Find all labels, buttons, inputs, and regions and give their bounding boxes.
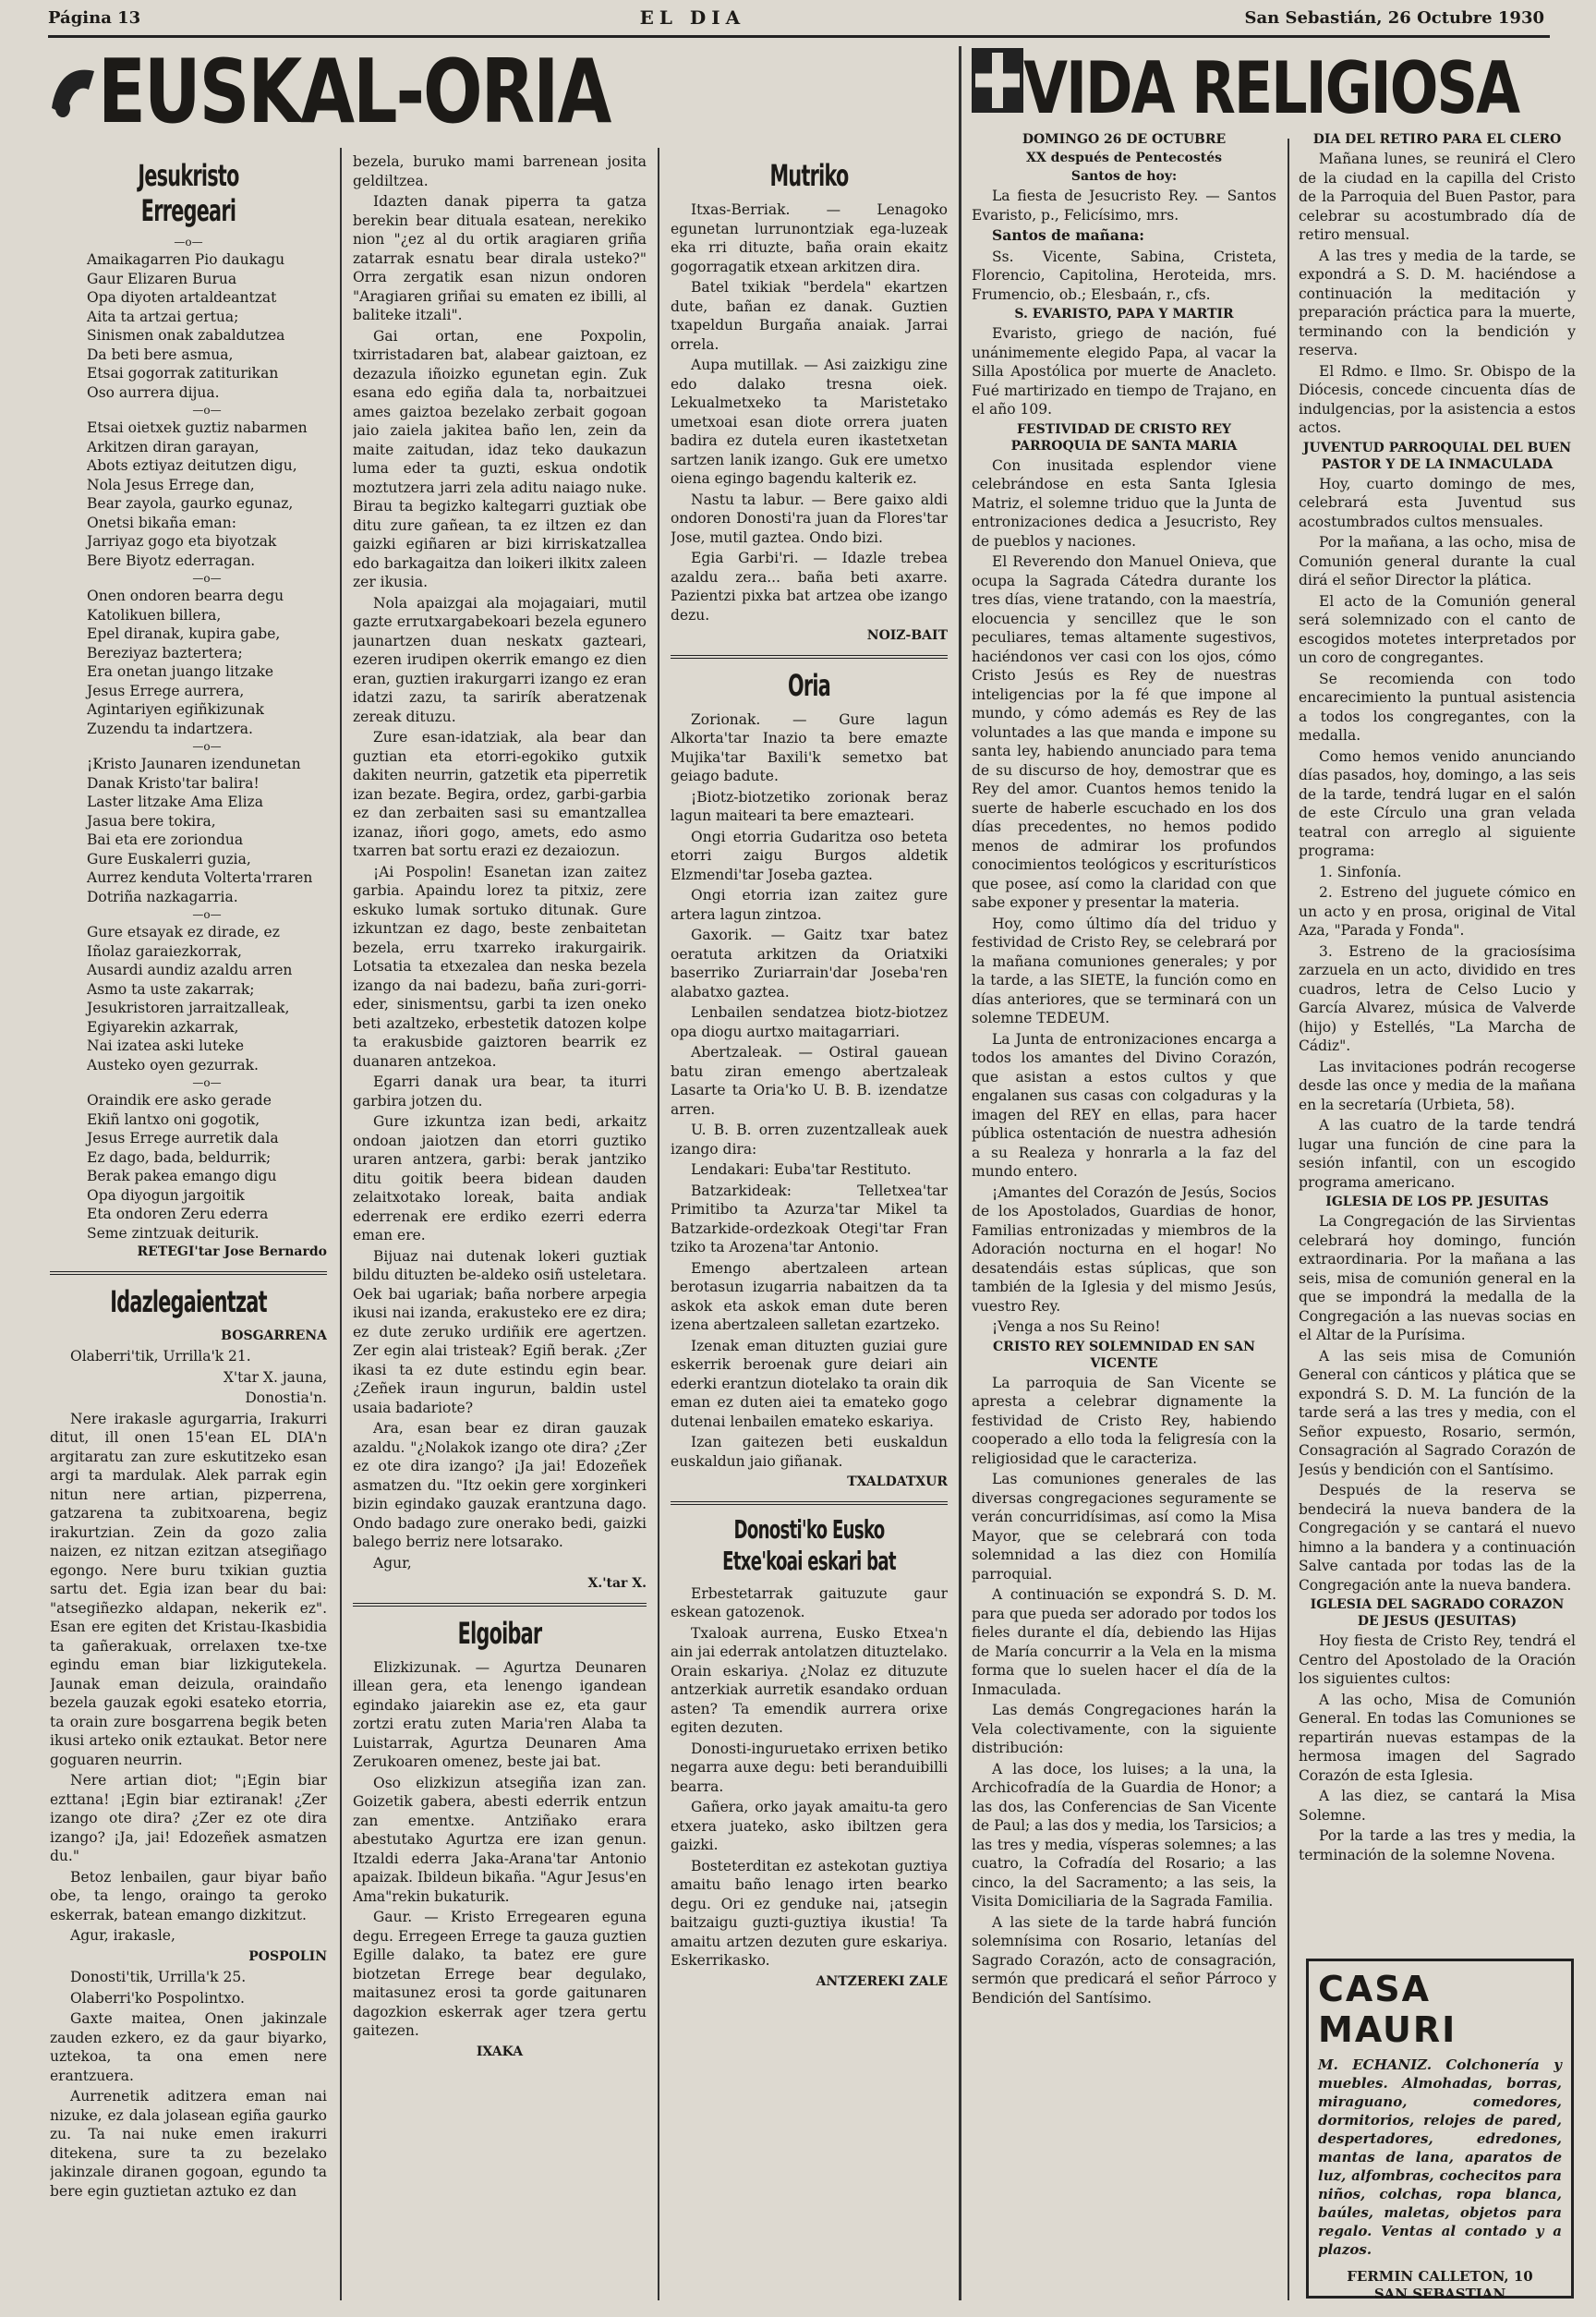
column-5 [1299,131,1576,1868]
paragraph: A las tres y media de la tarde, se expondrá a S. D. M. haciéndose a continuación la meditación y preparación práctica para la muerte, terminando con la bendición y reserva. [1299,247,1576,358]
paragraph: ¡Ai Pospolin! Esanetan izan zaitez garbia. Apaindu lorez ta pitxiz, zere eskuko lumak sortuko ditunak. Gure izkuntzan ez dago, beste zenbaitetan bezela, erru txarreko irakurgairik. Lotsatia ta etxezalea dan neska bezela izango da nai badezu, baña zuri-gorri-eder, sinismentsu, garbi ta izen oneko beti azaltzeko, erbestetik datozen kolpe ta erakusbide gaiztoren bearrik ez duanaren antzekoa. [353,863,647,1070]
paragraph: Oso elizkizun atsegiña izan zan. Goizetik gabera, abesti ederrik entzun zan ementxe. Antziñako erara abestutako Agurtza ere izan genun. Itzaldi ederra Jaka-Arana'tar Antonio apaizak. Ibildeun bikaña. "Agur Jesus'en Ama"rekin bukaturik. [353,1774,647,1905]
poem-line: Amaikagarren Pio daukagu [87,251,285,268]
poem-line: Jarriyaz gogo eta biyotzak [87,533,277,550]
letter-head: Olaberri'ko Pospolintxo. [70,1989,245,2007]
poem-line: Bear zayola, gaurko egunaz, [87,495,294,512]
paragraph: Egarri danak ura bear, ta iturri garbira jotzen du. [353,1074,647,1110]
poem-line: Ez dago, bada, beldurrik; [87,1148,272,1166]
article-signature: RETEGI'tar Jose Bernardo [137,1244,327,1259]
section-heading: JUVENTUD PARROQUIAL DEL BUEN PASTOR Y DE LA INMACULADA [1302,440,1572,472]
poem-line: Gaur Elizaren Burua [87,270,237,287]
article-signature: IXAKA [476,2044,524,2059]
casa-mauri-advertisement [1306,1959,1574,2302]
article-title: Oria [787,667,831,703]
paragraph: Izan gaitezen beti euskaldun euskaldun jaio giñanak. [671,1434,948,1470]
poem-line: Jesus Errege aurretik dala [87,1130,279,1146]
paragraph: A las diez, se cantará la Misa Solemne. [1299,1788,1576,1824]
poem-line: Jasua bere tokira, [87,812,216,830]
paragraph: Las comuniones generales de las diversas congregaciones seguramente se verán concurridísimas, así como la Misa Mayor, que se celebrará con toda solemnidad a las diez con Homilía parroquial. [972,1471,1276,1583]
poem-line: Agintariyen egiñkizunak [87,701,264,718]
paragraph: Gure izkuntza izan bedi, arkaitz ondoan jaiotzen dan etorri guztiko uraren antzera, garbi: berak jantziko ditu goitik beera bidean dauden zelaitxotako loreak, baita andiak ederrenak ere erdiko ezerri ederra eman ere. [353,1113,647,1243]
poem-line: Austeko oyen gezurrak. [87,1056,259,1074]
top-rule [48,35,1550,38]
paragraph: Como hemos venido anunciando días pasados, hoy, domingo, a las seis de la tarde, tendrá lugar en el salón de este Círculo una gran velada teatral con arreglo al siguiente programa: [1299,747,1576,859]
paragraph: Gañera, orko jayak amaitu-ta gero etxera juateko, asko ibiltzen gera gaizki. [671,1799,948,1853]
paragraph: Batzarkideak: Telletxea'tar Primitibo ta Azurza'tar Mikel ta Batzarkide-ordezkoak Otegi'tar Fran tziko ta Arozena'tar Antonio. [671,1182,948,1256]
poem-line: Bereziyaz baztertera; [87,644,243,661]
poem-line: Oraindik ere asko gerade [87,1092,272,1109]
poem-line: Abots eztiyaz deitutzen digu, [87,457,297,474]
paragraph: Lenbailen sendatzea biotz-biotzez opa diogu aurtxo maitagarriari. [671,1004,948,1040]
paragraph: El Rdmo. e Ilmo. Sr. Obispo de la Diócesis, concede cincuenta días de indulgencias, por la asistencia a estos actos. [1299,362,1576,436]
paragraph: Gai ortan, ene Poxpolin, txirristadaren bat, alabear gaiztoan, ez dezazula iñoizko egunetan egin. Zuk esana edo egiña dala ta, norbaitzuei ames gaiztoa bezelako zerbait gogoan jaio zaiela jakitea baño len, zein da maite zaitudan, idaz teko daukazun luma eder ta guzti, eskua ondotik moztutzera jarri zela aditu naiago nuke. Birau ta begizko kaltegarri guztiak obe ditu zure gañean, ta ez iltzen ez dan gaizki egiñaren ar bizi kirriskatzallea edo barkagaitza dan loikeri ilkitx zaleen zer ikusia. [353,327,647,590]
paragraph: El acto de la Comunión general será solemnizado con el canto de escogidos motetes interpretados por un coro de congregantes. [1299,592,1576,666]
euskal-oria-banner: EUSKAL-ORIA [48,48,610,136]
program-item: 1. Sinfonía. [1319,863,1402,880]
ad-address: FERMIN CALLETON, 10 SAN SEBASTIAN [1347,2268,1533,2302]
poem-line: Iñolaz garaiezkorrak, [87,942,242,960]
letter-head: Donosti'tik, Urrilla'k 25. [70,1969,247,1985]
paragraph: Izenak eman dituzten guziai gure eskerrik beroenak gure deiari ain ederki erantzun diotelako ta orain dik eman ez duten aiei ta emateko gogo dutenai lenbailen emateko eskariya. [671,1337,948,1430]
paragraph: Zorionak. — Gure lagun Alkorta'tar Inazio ta bere emazte Mujika'tar Baxili'k semetxo bat geiago badute. [671,710,948,784]
paragraph: U. B. B. orren zuzentzalleak auek izango dira: [671,1122,948,1158]
paragraph: Hoy, cuarto domingo de mes, celebrará esta Juventud sus acostumbrados cultos mensuales. [1299,475,1576,530]
paragraph: ¡Venga a nos Su Reino! [992,1318,1161,1335]
paragraph: Por la tarde a las tres y media, la terminación de la solemne Novena. [1299,1827,1576,1863]
column-3 [671,152,948,2300]
article-title: Mutriko [769,158,849,193]
article-signature: X.'tar X. [587,1576,647,1591]
poem-line: Aurrez kenduta Volterta'rraren [87,869,313,886]
ad-title: CASA MAURI [1318,1969,1457,2050]
paragraph: Gaur. — Kristo Erregearen eguna degu. Erregeen Errege ta gauza guztien Egille dalako, ta batez ere gure biotzetan Errege bear degulako, maitasunez erosi ta gorde gaitunaren dagozkion eskerrak ager tzera gertu gaitezen. [353,1909,647,2039]
paragraph: bezela, buruko mami barrenean josita geldiltzea. [353,153,647,189]
poem-line: Asmo ta uste zakarrak; [87,980,255,998]
paragraph: Idazten danak piperra ta gatza berekin bear dituala esatean, nerekiko nion "¿ez al du ortik aragiaren griña zatarrak esnatu bear dirala usteko?" Orra zergatik esan nizun ondoren "Aragiaren griñai su ematen ez ibilli, al baliteke itzali". [353,193,647,323]
poem-line: Oso aurrera dijua. [87,383,220,401]
article-signature: ANTZEREKI ZALE [816,1973,948,1989]
column-rule [340,148,342,2300]
poem: Amaikagarren Pio daukagu Gaur Elizaren Burua Opa diyoten artaldeantzat Aita ta artzai gertua; Sinismen onak zabaldutzea Da beti bere asmua, Etsai gogorrak zatiturikan Oso aurrera dijua. —o— Etsai oietxek guztiz nabarmen Arkitzen diran garayan, Abots eztiyaz deitutzen digu, Nola Jesus Errege dan, Bear zayola, gaurko egunaz, Onetsi bikaña eman: Jarriyaz gogo eta biyotzak Bere Biyotz ederragan. —o— Onen ondoren bearra degu Katolikuen billera, Epel diranak, kupira gabe, Bereziyaz baztertera; Era onetan juango litzake Jesus Errege aurrera, Agintariyen egiñkizunak Zuzendu ta indartzera. —o— ¡Kristo Jaunaren izendunetan Danak Kristo'tar balira! Laster litzake Ama Eliza Jasua bere tokira, Bai eta ere zoriondua Gure Euskalerri guzia, Aurrez kenduta Volterta'rraren Dotriña nazkagarria. —o— Gure etsayak ez dirade, ez Iñolaz garaiezkorrak, Ausardi aundiz azaldu arren Asmo ta uste zakarrak; Jesukristoren jarraitzalleak, Egiyarekin azkarrak, Nai izatea aski luteke Austeko oyen gezurrak. —o— Oraindik ere asko gerade Ekiñ lantxo oni gogotik, Jesus Errege aurretik dala Ez dago, bada, beldurrik; Berak pakea emango digu Opa diyogun jargoitik Eta ondoren Zeru ederra Seme zintzuak deiturik. [87,250,327,1243]
letter-head: X'tar X. jauna, [223,1368,327,1386]
column-2 [353,152,647,2300]
paragraph: Elizkizunak. — Agurtza Deunaren illean gera, eta lenengo igandean egindako jaiarekin ase ez, eta gaur zortzi eratu zuten Maria'ren Alaba ta Luistarrak, Agurtza Deunaren Ama Zerukoaren omenez, beste jai bat. [353,1658,647,1770]
paragraph: El Reverendo don Manuel Onieva, que ocupa la Sagrada Cátedra durante los tres días, viene tratando, con la maestría, elocuencia y sencillez que le son peculiares, temas altamente sugestivos, haciéndonos ver casi con los ojos, cómo Cristo Jesús es Rey de nuestras inteligencias por la fé que impone al mundo, y cómo además es Rey de las voluntades a las que manda e impone su santa ley, habiendo anunciado para tema de su discurso de hoy, demostrar que es Rey del amor. Cuantos hemos tenido la suerte de haberle escuchado en los dos días precedentes, no hemos podido menos de admirar los profundos conocimientos teológicos y escriturísticos que posee, así como la claridad con que sabe exponer y presentar la materia. [972,553,1276,911]
section-heading: DIA DEL RETIRO PARA EL CLERO [1312,132,1562,147]
column-rule [658,148,659,2300]
paragraph: Hoy fiesta de Cristo Rey, tendrá el Centro del Apostolado de la Oración los siguientes cultos: [1299,1632,1576,1687]
paragraph: Erbestetarrak gaituzute gaur eskean gatozenok. [671,1584,948,1620]
poem-line: Opa diyogun jargoitik [87,1186,245,1204]
poem-line: Nai izatea aski luteke [87,1037,245,1054]
section-rule [959,46,961,2300]
paragraph: Batel txikiak "berdela" ekartzen dute, bañan ez danak. Guztien txapeldun Burgaña anaiak. Jarrai orrela. [671,279,948,353]
paragraph: Ara, esan bear ez diran gauzak azaldu. "¿Nolakok izango ote dira? ¿Zer ez ote dira izango? ¡Ja jai! Edozeñek asmatzen du. "Itz oekin gere xorginkeri bizin egindako gauzak erantzuna dago. Ondo badago zure onerako bedi, gaizki balego berriz nere lotsarako. [353,1420,647,1550]
poem-line: Arkitzen diran garayan, [87,438,260,455]
paragraph: A las siete de la tarde habrá función solemnísima con Rosario, letanías del Sagrado Corazón, acto de consagración, sermón que predicará el señor Párroco y Bendición del Santísimo. [972,1913,1276,2007]
poem-line: Etsai oietxek guztiz nabarmen [87,419,308,436]
poem-line: Aita ta artzai gertua; [87,308,239,325]
lauburu-emblem-icon [48,48,98,136]
paragraph: A continuación se expondrá S. D. M. para que pueda ser adorado por todos los fieles durante el día, debiendo las Hijas de María concurrir a la Vela en la misma forma que lo suelen hacer el día de la Inmaculada. [972,1586,1276,1698]
paragraph: Abertzaleak. — Ostiral gauean batu ziran emengo abertzaleak Lasarte ta Oria'ko U. B. B. izendatze arren. [671,1044,948,1118]
cross-emblem-icon [972,48,1023,125]
paragraph: Agur, [373,1554,412,1571]
section-heading: CRISTO REY SOLEMNIDAD EN SAN VICENTE [993,1339,1255,1371]
article-signature: POSPOLIN [248,1948,327,1964]
section-heading: XX después de Pentecostés [1026,151,1222,165]
poem-line: Gure Euskalerri guzia, [87,850,251,867]
poem-line: Onen ondoren bearra degu [87,588,284,604]
article-title: Idazlegaientzat [110,1283,267,1319]
paragraph: ¡Biotz-biotzetiko zorionak beraz lagun maiteari ta bere emazteari. [671,788,948,824]
paragraph: Ongi etorria Gudaritza oso beteta etorri zaigu Burgos aldetik Elzmendi'tar Joseba gaztea. [671,828,948,883]
dateline: San Sebastián, 26 Octubre 1930 [1244,7,1544,28]
program-item: 3. Estreno de la graciosísima zarzuela en un acto, dividido en tres cuadros, letra de Celso Lucio y García Alvarez, música de Valverde (hijo) y Estellés, "La Marcha de Cádiz". [1299,942,1576,1054]
poem-line: Opa diyoten artaldeantzat [87,289,277,306]
letter-head: Olaberri'tik, Urrilla'k 21. [70,1348,251,1365]
paragraph: Bijuaz nai dutenak lokeri guztiak bildu dituzten be-aldeko osiñ usteletara. Oek bai ugariak; baña norbere arpegia ikusi nai izanda, erakusteko ere ez dira; ez dute zeruko urdiñik ere agertzen. Zer egin alai tristeak? Egiñ berak. ¿Zer ikasi ta ez dute estindu egin bear. ¿Zeñek iraun ingurun, baldin ustel usaia badariote? [353,1247,647,1416]
paragraph: Ss. Vicente, Sabina, Cristeta, Florencio, Capitolina, Heroteida, mrs. Frumencio, ob.; Elesbaán, r., cfs. [972,248,1276,303]
article-signature: TXALDATXUR [847,1474,948,1489]
paragraph: Emengo abertzaleen artean berotasun izugarria nabaitzen da ta askok eta askok eman dute beren izena abertzaleen salletan ezartzeko. [671,1259,948,1333]
poem-line: Bai eta ere zoriondua [87,831,244,848]
paragraph: Bosteterditan ez astekotan guztiya amaitu baño lenago irten bearko degu. Ori ez genduke nai, ¡atsegin baitzaigu guzti-guztiya ikustia! Ta amaitu artzen dezuten gure eskariya. Eskerrikasko. [671,1857,948,1969]
article-title: Elgoibar [457,1615,542,1651]
program-item: 2. Estreno del juguete cómico en un acto y en prosa, original de Vital Aza, "Parada y Fonda". [1299,884,1576,939]
paragraph: Gaxte maitea, Onen jakinzale zauden ezkero, ez da gaur biyarko, uztekoa, ta ona emen nere erantzuera. [50,2010,327,2084]
poem-line: Ekiñ lantxo oni gogotik, [87,1110,260,1128]
section-heading: S. EVARISTO, PAPA Y MARTIR [1014,307,1234,321]
paragraph: Las demás Congregaciones harán la Vela colectivamente, con la siguiente distribución: [972,1702,1276,1756]
paragraph: Las invitaciones podrán recogerse desde las once y media de la mañana en la secretaría (Urbieta, 58). [1299,1058,1576,1113]
paragraph: Nastu ta labur. — Bere gaixo aldi ondoren Donosti'ra juan da Flores'tar Jose, mutil gaztea. Ondo bizi. [671,491,948,546]
paragraph: A las doce, los luises; a la una, la Archicofradía de la Guardia de Honor; a las dos, las Conferencias de San Vicente de Paul; a las dos y media, los Tarsicios; a las tres y media, vísperas solemnes; a las cuatro, la Cofradía del Rosario; a las cinco, la del Sacramento; a las seis, la Visita Domiciliaria de la Sagrada Familia. [972,1760,1276,1910]
paragraph: Mañana lunes, se reunirá el Clero de la ciudad en la capilla del Cristo de la Parroquia del Buen Pastor, para celebrar su acostumbrado día de retiro mensual. [1299,151,1576,243]
paragraph: Después de la reserva se bendecirá la nueva bandera de la Congregación y se cantará el nuevo himno a la bandera y a continuación Salve cantada por todas las de la Congregación ante la nueva bandera. [1299,1482,1576,1594]
section-heading: DOMINGO 26 DE OCTUBRE [1022,132,1227,147]
poem-line: Sinismen onak zabaldutzea [87,327,285,344]
paragraph: Por la mañana, a las ocho, misa de Comunión general durante la cual dirá el señor Director la plática. [1299,534,1576,588]
paragraph: Betoz lenbailen, gaur biyar baño obe, ta lengo, oraingo ta geroko eskerrak, batean emango dizkitzut. [50,1868,327,1923]
paragraph: Donosti-inguruetako errixen betiko negarra auxe degu: beti beranduibilli bearra. [671,1740,948,1795]
paragraph: A las ocho, Misa de Comunión General. En todas las Comuniones se repartirán nuevas estampas de la hermosa imagen del Sagrado Corazón de esta Iglesia. [1299,1691,1576,1784]
poem-line: Onetsi bikaña eman: [87,514,236,531]
ad-body: M. ECHANIZ. Colchonería y muebles. Almohadas, borras, miraguano, comedores, dormitorios, relojes de pared, despertadores, edredones, mantas de lana, aparatos de luz, alfombras, cochecitos para niños, colchas, ropa blanca, baúles, maletas, objetos para regalo. Ventas al contado y a plazos. [1318,2056,1562,2258]
paragraph: Agur, irakasle, [70,1927,175,1944]
poem-line: Egiyarekin azkarrak, [87,1018,239,1036]
poem-line: Era onetan juango litzake [87,663,274,680]
poem-line: Danak Kristo'tar balira! [87,774,260,792]
paragraph: La Junta de entronizaciones encarga a todos los amantes del Divino Corazón, que asistan a estos cultos y que engalanen sus casas con colgaduras y la imagen del REY en ellas, para hacer pública ostentación de nuestra adhesión a su Realeza y honrarla a la faz del mundo entero. [972,1030,1276,1180]
vida-religiosa-banner: VIDA RELIGIOSA [972,48,1518,125]
paragraph: Aurrenetik aditzera eman nai nizuke, ez dala jolasean egiña gaurko zu. Ta nai nuke emen irakurri ditekena, sure ta zu bezelako jakinzale diranen gogoan, egundo ta bere egin guztietan aztuko ez dan [50,2088,327,2200]
poem-line: Berak pakea emango digu [87,1168,277,1184]
paragraph: A las seis misa de Comunión General con cánticos y plática que se expondrá S. D. M. La función de la tarde será a las tres y media, con el Señor expuesto, Rosario, sermón, Consagración al Sagrado Corazón de Jesús y bendición con el Santísimo. [1299,1347,1576,1478]
poem-line: Zuzendu ta indartzera. [87,720,253,737]
paragraph: Egia Garbi'ri. — Idazle trebea azaldu zera... baña beti axarre. Pazientzi pixka bat artzea obe izango dezu. [671,550,948,624]
paragraph: Con inusitada esplendor viene celebrándose en esta Santa Iglesia Matriz, el solemne triduo que la Junta de entronizaciones dedica a Jesucristo, Rey de pueblos y naciones. [972,456,1276,550]
poem-line: ¡Kristo Jaunaren izendunetan [87,756,301,772]
paragraph: Lendakari: Euba'tar Restituto. [691,1161,912,1178]
poem-line: Katolikuen billera, [87,606,222,624]
poem-line: Dotriña nazkagarria. [87,888,238,905]
poem-line: Etsai gogorrak zatiturikan [87,365,279,382]
poem-line: Seme zintzuak deiturik. [87,1224,260,1242]
poem-line: Jesukristoren jarraitzalleak, [87,1000,290,1016]
column-4 [972,131,1276,2300]
section-heading: FESTIVIDAD DE CRISTO REY PARROQUIA DE SANTA MARIA [1010,421,1238,454]
article-subtitle: BOSGARRENA [221,1328,327,1343]
poem-line: Nola Jesus Errege dan, [87,476,255,493]
poem-line: Bere Biyotz ederragan. [87,552,256,569]
poem-line: Epel diranak, kupira gabe, [87,625,281,642]
poem-line: Da beti bere asmua, [87,346,234,363]
article-title: Donosti'ko Eusko Etxe'koai eskari bat [722,1513,896,1576]
paragraph: Hoy, como último día del triduo y festividad de Cristo Rey, se celebrará por la mañana comuniones generales; y por la tarde, a las SIETE, la función como en días anteriores, que se terminará con un solemne TEDEUM. [972,915,1276,1026]
paragraph: Nere irakasle agurgarria, Irakurri ditut, ill onen 15'ean EL DIA'n argitaratu zan zure eskutitzeko esan argi ta mardulak. Alek parrak egin nitun nere artian, pizperrena, gatzarena ta zubitxoarena, begiz irakurtzian. Zein da gozo zalia naizen, ez nitzan ezitzan atsegiñago egongo. Nere buru txikian guztia sartu det. Egia izan bear du bai: "atsegiñezko aldapan, nekerik ez". Esan ere egiten det Kristau-Ikasbidia ta gañerakuak, orrelaxen txe-txe egindu eman biar lizkigutekela. Jaunak eman deizula, oraindaño bezela gauzak egoki esateko etorria, ta orain zure bosgarrena begik beten ikusi arteko onik eztaukat. Betor nere goguaren neurrin. [50,1410,327,1768]
poem-line: Laster litzake Ama Eliza [87,794,263,810]
article-signature: NOIZ-BAIT [866,628,948,643]
paragraph: La Congregación de las Sirvientas celebrará hoy domingo, función extraordinaria. Por la mañana a las seis, misa de comunión general en la que se impondrá la medalla de la Congregación a las nuevas socias en el Altar de la Purísima. [1299,1213,1576,1343]
section-heading: IGLESIA DEL SAGRADO CORAZON DE JESUS (JESUITAS) [1310,1597,1565,1629]
column-rule [1288,139,1289,2300]
poem-line: Gure etsayak ez dirade, ez [87,924,280,940]
paragraph: Txaloak aurrena, Eusko Etxea'n ain jai ederrak antolatzen dituztelako. Orain eskariya. ¿Nolaz ez dituzute antzerkiak aurretik esandako orduan asten? Ta emendik aurrera orixe egiten dezuten. [671,1624,948,1736]
page-number: Página 13 [48,7,141,28]
paragraph: La parroquia de San Vicente se apresta a celebrar dignamente la festividad de Cristo Rey, habiendo cooperado a ello toda la feligresía con la religiosidad que le caracteriza. [972,1374,1276,1467]
paragraph: La fiesta de Jesucristo Rey. — Santos Evaristo, p., Felicísimo, mrs. [972,188,1276,224]
section-heading: IGLESIA DE LOS PP. JESUITAS [1325,1195,1549,1209]
paragraph: Aupa mutillak. — Asi zaizkigu zine edo dalako tresna oiek. Lekualmetxeko ta Maristetako umetxoai esan diote orrera juaten badira ez dutela euren ikastetxetan sartzen lanik izango. Guk ere umetxo oiena egingo bagendu kalterik ez. [671,357,948,487]
paragraph: Evaristo, griego de nación, fué unánimemente elegido Papa, al vacar la Silla Apostólica por muerte de Anacleto. Fué martirizado en tiempo de Trajano, en el año 109. [972,325,1276,418]
newspaper-name: EL DIA [639,6,746,29]
paragraph: Itxas-Berriak. — Lenagoko egunetan lurrunontziak ega-luzeak eka rri dituzte, baña orain ekaitz gogorragatik etxean arkitzen dira. [671,201,948,275]
masthead [48,2,1544,33]
paragraph: Nola apaizgai ala mojagaiari, mutil gazte errutxargabekoari bezela egunero jaunartzen duan neskatx gazteari, ezeren irudipen okerrik emango ez dien eran, guztien irakurgarri izango ez eran idatzi zazu, ta sarirík aberatzenak zereak dituzu. [353,594,647,725]
column-1: Jesukristo Erregeari —o— Amaikagarren Pio daukagu Gaur Elizaren Burua Opa diyoten artaldeantzat Aita ta artzai gertua; Sinismen onak zabaldutzea Da beti bere asmua, Etsai gogorrak zatiturikan Oso aurrera dijua. —o— Etsai oietxek guztiz nabarmen Arkitzen diran garayan, Abots eztiyaz deitutzen digu, Nola Jesus Errege dan, Bear zayola, gaurko egunaz, Onetsi bikaña eman: Jarriyaz gogo eta biyotzak Bere Biyotz ederragan. —o— Onen ondoren bearra degu Katolikuen billera, Epel diranak, kupira gabe, Bereziyaz baztertera; Era onetan juango litzake Jesus Errege aurrera, Agintariyen egiñkizunak Zuzendu ta indartzera. —o— ¡Kristo Jaunaren izendunetan Danak Kristo'tar balira! Laster litzake Ama Eliza Jasua bere tokira, Bai eta ere zoriondua Gure Euskalerri guzia, Aurrez kenduta Volterta'rraren Dotriña nazkagarria. —o— Gure etsayak ez dirade, ez Iñolaz garaiezkorrak, Ausardi aundiz azaldu arren Asmo ta uste zakarrak; Jesukristoren jarraitzalleak, Egiyarekin azkarrak, Nai izatea aski luteke Austeko oyen gezurrak. —o— Oraindik ere asko gerade Ekiñ lantxo oni gogotik, Jesus Errege aurretik dala Ez dago, bada, beldurrik; Berak pakea emango digu Opa diyogun jargoitik Eta ondoren Zeru ederra Seme zintzuak deiturik. RETEGI'tar Jose Bernardo Idazlegaientzat BOSGARRENA Olaberri'tik, Urrilla'k 21. X'tar X. jauna, Donostia'n. Nere irakasle agurgarria, Irakurri ditut, ill onen 15'ean EL DIA'n argitaratu zan zure eskutitzeko esan argi ta mardulak. Alek parrak egin nitun nere artian, pizperrena, gatzarena ta zubitxoarena, begiz irakurtzian. Zein da gozo zalia naizen, ez nitzan ezitzan atsegiñago egongo. Nere buru txikian guztia sartu det. Egia izan bear du bai: "atsegiñezko aldapan, nekerik ez". Esan ere egiten det Kristau-Ikasbidia ta gañerakuak, orrelaxen txe-txe egindu eman biar lizkigutekela. Jaunak eman deizula, oraindaño bezela gauzak egoki esateko etorria, ta orain zure bosgarrena begik beten ikusi arteko onik eztaukat. Betor nere goguaren neurrin. Nere artian diot; "¡Egin biar ezttana! ¡Egin biar eztiranak! ¿Zer izango ote dira? ¿Zer ez ote dira izango? ¡Ja, jai! Edozeñek asmatzen du." Betoz lenbailen, gaur biyar baño obe, ta lengo, oraingo ta geroko eskerrak, batean emango dizkitzut. Agur, irakasle, POSPOLIN Donosti'tik, Urrilla'k 25. Olaberri'ko Pospolintxo. Gaxte maitea, Onen jakinzale zauden ezkero, ez da gaur biyarko, uztekoa, ta ona emen nere erantzuera. Aurrenetik aditzera eman nai nizuke, ez dala jolasean egiña gaurko zu. Ta nai nuke emen irakurri ditekena, sure ta zu bezelako jakinzale diranen gogoan, egundo ta bere egin guztietan aztuko ez dan [50,158,327,2200]
letter-head: Donostia'n. [245,1389,327,1406]
section-heading: Santos de mañana: [992,226,1145,244]
paragraph: A las cuatro de la tarde tendrá lugar una función de cine para la sesión infantil, con un escogido programa americano. [1299,1117,1576,1191]
article-title: Jesukristo Erregeari [138,158,239,228]
paragraph: ¡Amantes del Corazón de Jesús, Socios de los Apostolados, Guardias de honor, Familias entronizadas y miembros de la Adoración nocturna en el hogar! No desatendáis estas súplicas, que son también de la Iglesia y del mismo Jesús, vuestro Rey. [972,1183,1276,1315]
paragraph: Se recomienda con todo encarecimiento la puntual asistencia a todos los congregantes, con la medalla. [1299,670,1576,744]
paragraph: Nere artian diot; "¡Egin biar ezttana! ¡Egin biar eztiranak! ¿Zer izango ote dira? ¿Zer ez ote dira izango? ¡Ja, jai! Edozeñek asmatzen du." [50,1772,327,1864]
paragraph: Gaxorik. — Gaitz txar batez oeratuta arkitzen da Oriatxiki baserriko Zuriarrain'dar Joseba'ren alabatxo gaztea. [671,927,948,1001]
poem-line: Eta ondoren Zeru ederra [87,1206,269,1222]
poem-line: Jesus Errege aurrera, [87,682,245,699]
section-heading: Santos de hoy: [1070,169,1178,184]
paragraph: Zure esan-idatziak, ala bear dan guztian eta etorri-egokiko gutxik dakiten neurrin, gatzetik eta piperretik izan bezate. Begira, ordez, garbi-garbia ez dan zerbaiten sasi su emantzallea izanaz, iñori gogo, amets, edo asmo txarren bat sortu erazi ez dezaiozun. [353,729,647,859]
poem-line: Ausardi aundiz azaldu arren [87,962,293,978]
paragraph: Ongi etorria izan zaitez gure artera lagun zintzoa. [671,887,948,923]
